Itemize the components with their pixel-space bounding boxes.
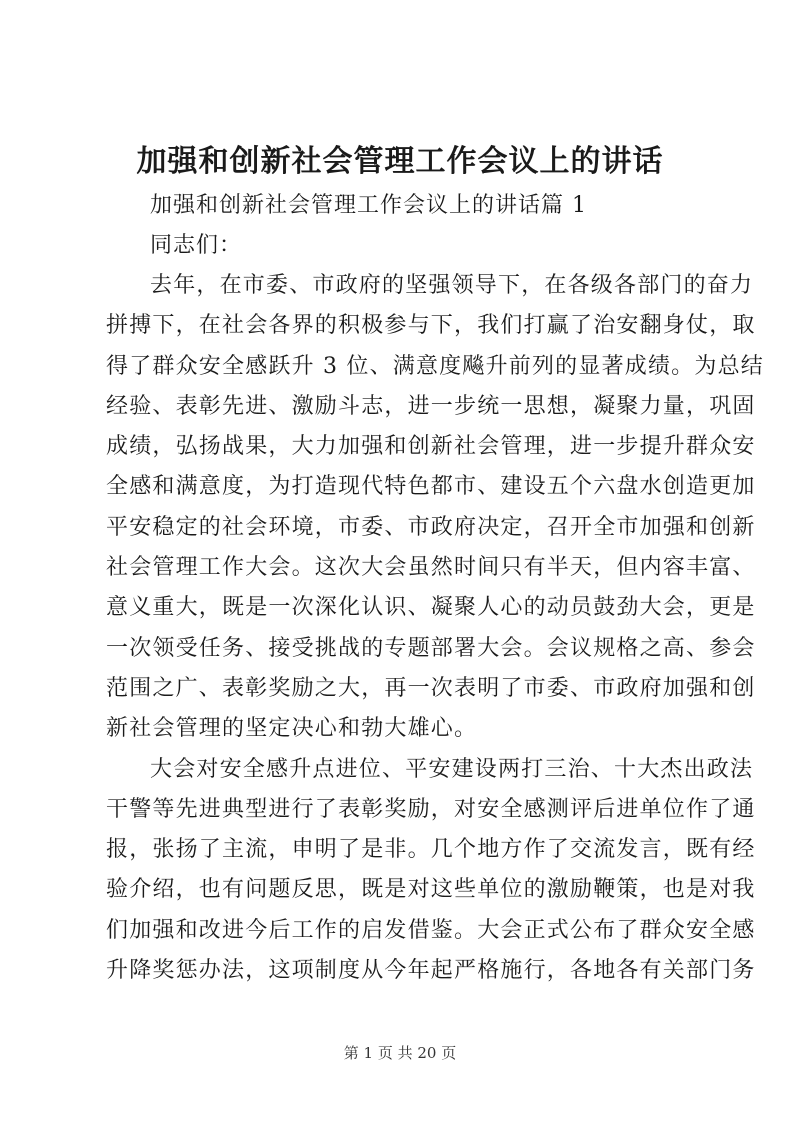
text-line: 经验、表彰先进、激励斗志，进一步统一思想，凝聚力量，巩固 [106, 393, 756, 419]
text-line: 干警等先进典型进行了表彰奖励，对安全感测评后进单位作了通 [106, 796, 756, 822]
paragraph [106, 750, 756, 992]
text-line: 去年，在市委、市政府的坚强领导下，在各级各部门的奋力 [150, 273, 754, 298]
paragraph [106, 266, 764, 750]
text-line: 升降奖惩办法，这项制度从今年起严格施行，各地各有关部门务 [106, 958, 756, 984]
greeting: 同志们： [150, 233, 243, 258]
text-line: 验介绍，也有问题反思，既是对这些单位的激励鞭策，也是对我 [106, 877, 756, 903]
text-line: 报，张扬了主流，申明了是非。几个地方作了交流发言，既有经 [106, 837, 756, 863]
text-line: 大会对安全感升点进位、平安建设两打三治、十大杰出政法 [150, 756, 754, 782]
text-line: 得了群众安全感跃升 3 位、满意度飚升前列的显著成绩。为总结 [106, 353, 764, 379]
text-line: 范围之广、表彰奖励之大，再一次表明了市委、市政府加强和创 [106, 675, 756, 701]
text-line: 平安稳定的社会环境，市委、市政府决定，召开全市加强和创新 [106, 514, 756, 540]
text-line: 社会管理工作大会。这次大会虽然时间只有半天，但内容丰富、 [106, 555, 756, 581]
text-line: 成绩，弘扬战果，大力加强和创新社会管理，进一步提升群众安 [106, 434, 756, 460]
document-title: 加强和创新社会管理工作会议上的讲话 [136, 144, 664, 179]
text-line: 们加强和改进今后工作的启发借鉴。大会正式公布了群众安全感 [106, 917, 756, 943]
text-line: 全感和满意度，为打造现代特色都市、建设五个六盘水创造更加 [106, 474, 756, 500]
body-text [106, 266, 764, 991]
text-line: 新社会管理的坚定决心和勃大雄心。 [106, 716, 478, 742]
page-number-footer: 第 1 页 共 20 页 [343, 1044, 457, 1062]
text-line: 一次领受任务、接受挑战的专题部署大会。会议规格之高、参会 [106, 635, 756, 661]
text-line: 意义重大，既是一次深化认识、凝聚人心的动员鼓劲大会，更是 [106, 595, 756, 621]
text-line: 拼搏下，在社会各界的积极参与下，我们打赢了治安翻身仗，取 [106, 313, 756, 339]
document-subtitle: 加强和创新社会管理工作会议上的讲话篇 1 [150, 193, 587, 218]
